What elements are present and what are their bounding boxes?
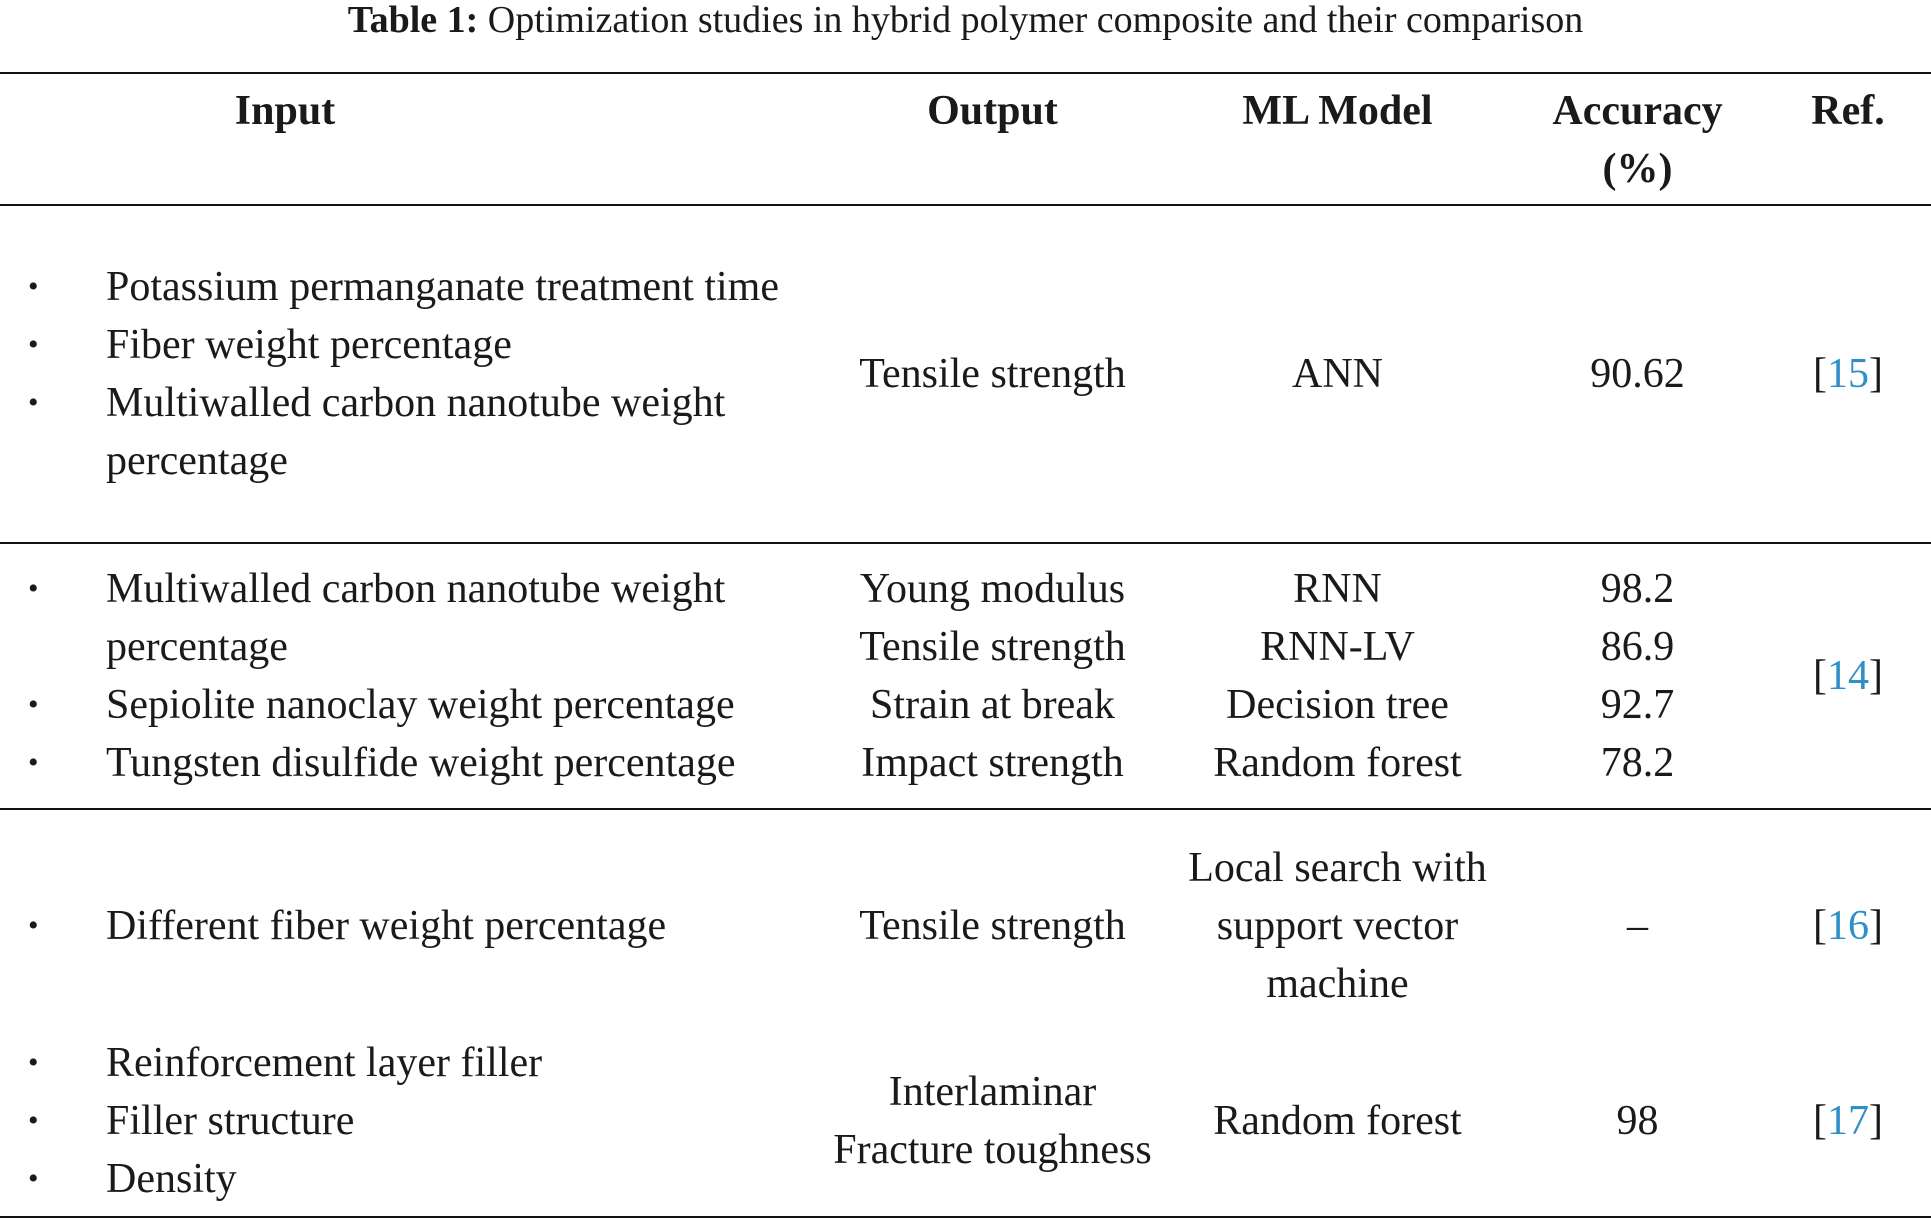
bullet-icon: • <box>28 1162 39 1195</box>
ref-cell: [14] <box>1813 653 1883 699</box>
table-row <box>0 543 1931 809</box>
header-accuracy <box>1510 73 1765 205</box>
output-cell: Tensile strength <box>859 903 1126 949</box>
accuracy-cell: 98 <box>1616 1098 1659 1144</box>
accuracy-cell: 90.62 <box>1590 351 1685 397</box>
output-cell: Tensile strength <box>859 351 1126 397</box>
bullet-icon: • <box>28 909 39 942</box>
input-cell <box>0 1026 820 1217</box>
accuracy-cell: 98.2 86.9 92.7 78.2 <box>1600 566 1675 786</box>
ref-link[interactable]: 17 <box>1827 1098 1869 1144</box>
bullet-icon: • <box>28 688 39 721</box>
input-item: • Reinforcement layer filler <box>0 1034 820 1092</box>
header-input: Input <box>234 88 336 134</box>
table-caption <box>0 0 1931 40</box>
input-item: • Filler structure <box>0 1092 820 1150</box>
header-accuracy-line1: Accuracy <box>1552 88 1723 134</box>
comparison-table <box>0 72 1931 1218</box>
input-item: • Multiwalled carbon nanotube weight percentage <box>0 374 820 490</box>
input-item: • Density <box>0 1150 820 1208</box>
bullet-icon: • <box>28 1046 39 1079</box>
header-output: Output <box>927 88 1058 134</box>
bullet-icon: • <box>28 270 39 303</box>
ref-cell: [15] <box>1813 351 1883 397</box>
input-item: • Different fiber weight percentage <box>0 897 820 955</box>
input-item: • Multiwalled carbon nanotube weight percentage <box>0 560 820 676</box>
model-cell: ANN <box>1292 351 1383 397</box>
caption-label: Table 1: <box>347 0 479 41</box>
output-cell: Young modulus Tensile strength Strain at break Impact strength <box>859 566 1126 786</box>
bullet-icon: • <box>28 328 39 361</box>
model-cell: Random forest <box>1213 1098 1462 1144</box>
input-cell <box>0 205 820 543</box>
ref-link[interactable]: 14 <box>1827 653 1869 699</box>
input-item: • Sepiolite nanoclay weight percentage <box>0 676 820 734</box>
ref-cell: [17] <box>1813 1098 1883 1144</box>
bullet-icon: • <box>28 386 39 419</box>
accuracy-cell: – <box>1627 903 1648 949</box>
model-cell: RNN RNN-LV Decision tree Random forest <box>1213 566 1462 786</box>
table-row <box>0 1026 1931 1217</box>
header-model: ML Model <box>1242 88 1433 134</box>
ref-cell: [16] <box>1813 903 1883 949</box>
bullet-icon: • <box>28 1104 39 1137</box>
caption-text: Optimization studies in hybrid polymer composite and their comparison <box>487 0 1584 41</box>
table-row <box>0 809 1931 1026</box>
input-item: • Potassium permanganate treatment time <box>0 258 820 316</box>
input-cell <box>0 809 820 1026</box>
header-accuracy-line2: (%) <box>1602 146 1673 192</box>
ref-link[interactable]: 15 <box>1827 351 1869 397</box>
header-row <box>0 73 1931 205</box>
model-cell: Local search with support vector machine <box>1188 845 1487 1007</box>
output-cell: Interlaminar Fracture toughness <box>833 1069 1152 1173</box>
ref-link[interactable]: 16 <box>1827 903 1869 949</box>
bullet-icon: • <box>28 746 39 779</box>
input-item: • Fiber weight percentage <box>0 316 820 374</box>
input-cell <box>0 543 820 809</box>
bullet-icon: • <box>28 572 39 605</box>
table-row <box>0 205 1931 543</box>
header-ref: Ref. <box>1811 88 1885 134</box>
input-item: • Tungsten disulfide weight percentage <box>0 734 820 792</box>
